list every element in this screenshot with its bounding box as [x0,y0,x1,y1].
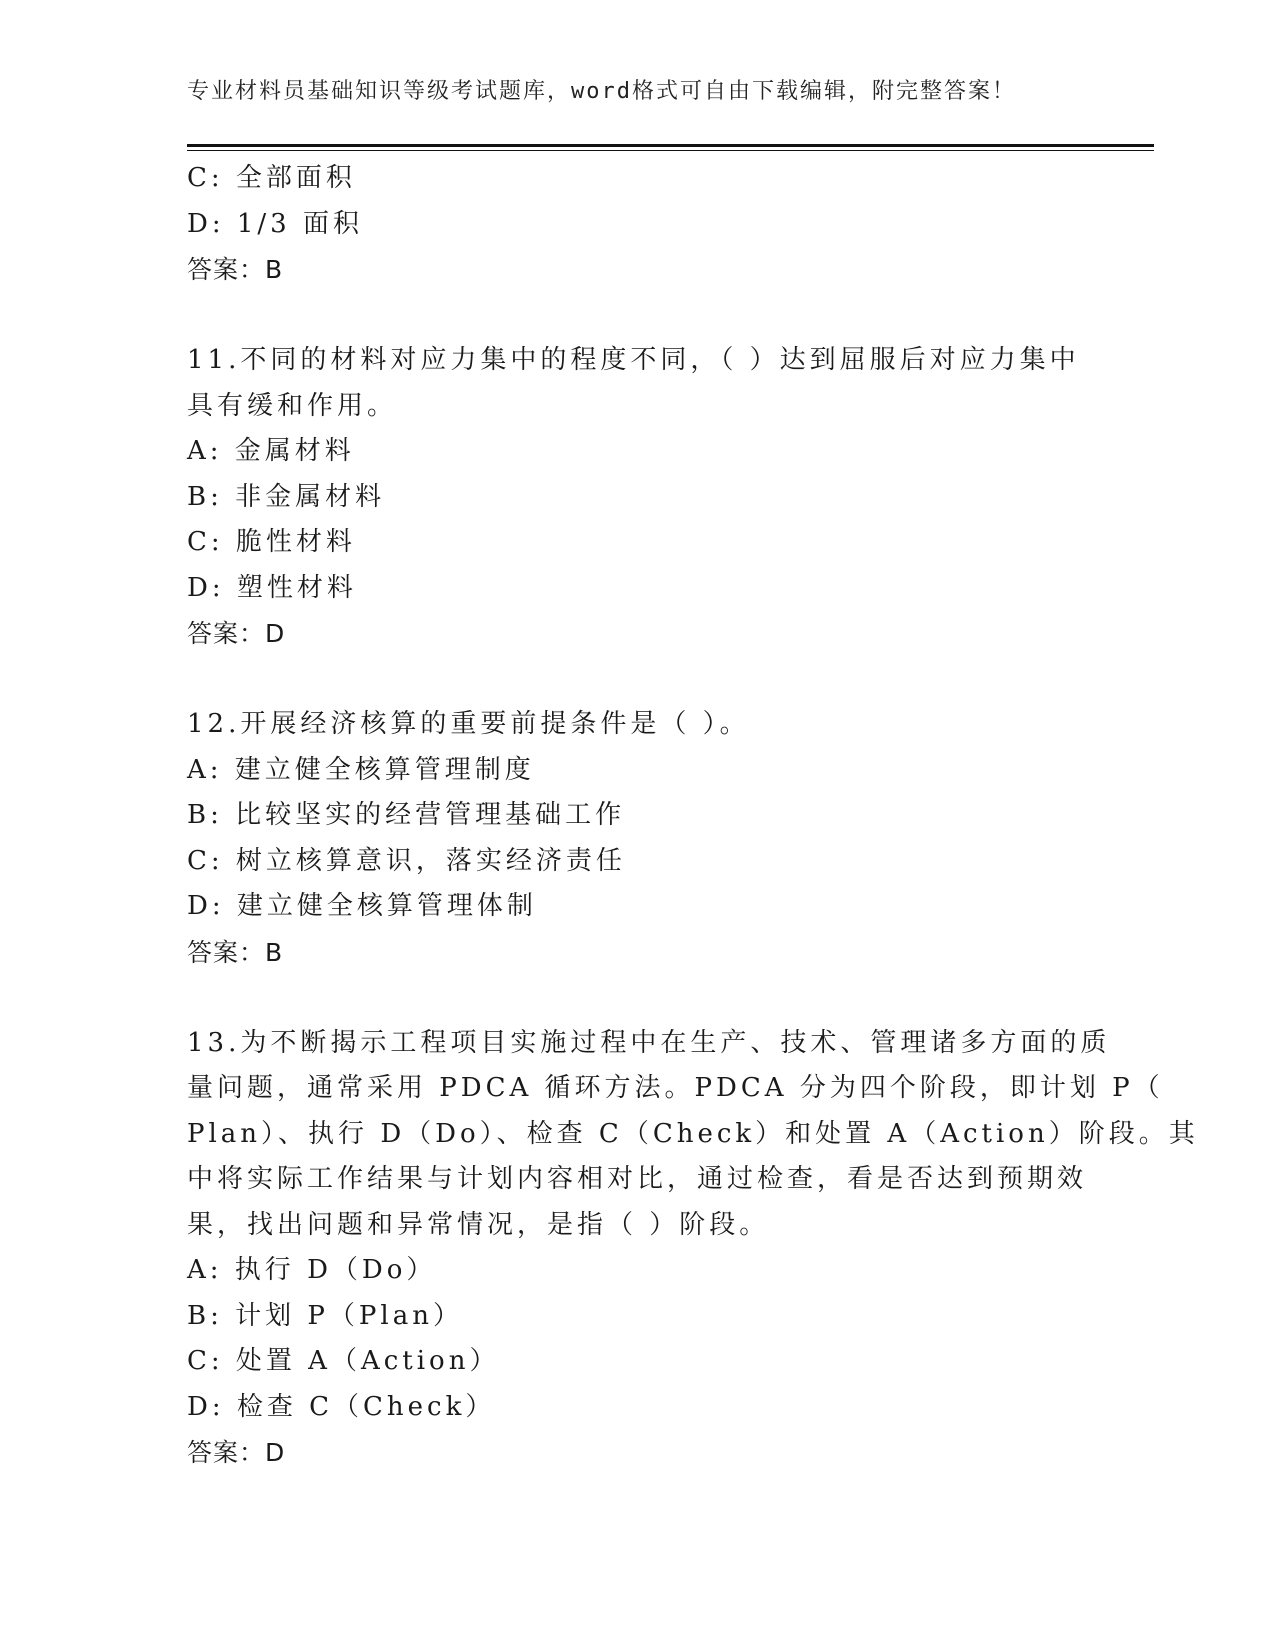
option-d: D: 检查 C（Check） [187,1391,496,1422]
question-stem-line: Plan）、执行 D（Do）、检查 C（Check）和处置 A（Action）阶段。其 [187,1118,1199,1149]
answer-line: 答案：B [187,255,284,284]
question-11 [187,338,1087,657]
spacer [187,657,1087,703]
option-c: C: 全部面积 [187,163,356,193]
answer-line: 答案：D [187,619,286,648]
answer-line: 答案：B [187,937,284,967]
option-c: C: 脆性材料 [187,527,356,557]
option-d: D: 塑性材料 [187,572,357,603]
answer-line: 答案：D [187,1438,286,1467]
option-b: B: 比较坚实的经营管理基础工作 [187,800,626,830]
continued-question [187,156,1087,293]
option-b: B: 非金属材料 [187,481,386,512]
question-content [187,156,1199,1476]
spacer [187,975,1087,1021]
question-stem-line: 11.不同的材料对应力集中的程度不同，（ ）达到屈服后对应力集中 [187,345,1080,375]
option-a: A: 执行 D（Do） [187,1255,437,1285]
header-divider-thick [187,144,1154,147]
option-b: B: 计划 P（Plan） [187,1300,463,1331]
question-stem-line: 12.开展经济核算的重要前提条件是（ ）。 [187,709,750,739]
question-13 [187,1021,1199,1476]
question-stem-line: 量问题，通常采用 PDCA 循环方法。PDCA 分为四个阶段，即计划 P（ [187,1073,1164,1103]
question-stem-line: 果，找出问题和异常情况，是指（ ）阶段。 [187,1209,770,1240]
header-divider-thin [187,150,1154,151]
option-d: D: 建立健全核算管理体制 [187,891,537,921]
option-c: C: 处置 A（Action） [187,1346,500,1376]
option-c: C: 树立核算意识，落实经济责任 [187,845,626,876]
question-stem-line: 13.为不断揭示工程项目实施过程中在生产、技术、管理诸多方面的质 [187,1027,1111,1058]
question-stem-line: 中将实际工作结果与计划内容相对比，通过检查，看是否达到预期效 [187,1164,1088,1194]
option-d: D: 1/3 面积 [187,208,363,239]
spacer [187,293,1087,339]
option-a: A: 建立健全核算管理制度 [187,754,535,785]
question-12 [187,702,1087,975]
question-stem-line: 具有缓和作用。 [187,390,398,421]
page-header: 专业材料员基础知识等级考试题库，word格式可自由下载编辑，附完整答案！ [187,79,1016,104]
option-a: A: 金属材料 [187,436,355,466]
